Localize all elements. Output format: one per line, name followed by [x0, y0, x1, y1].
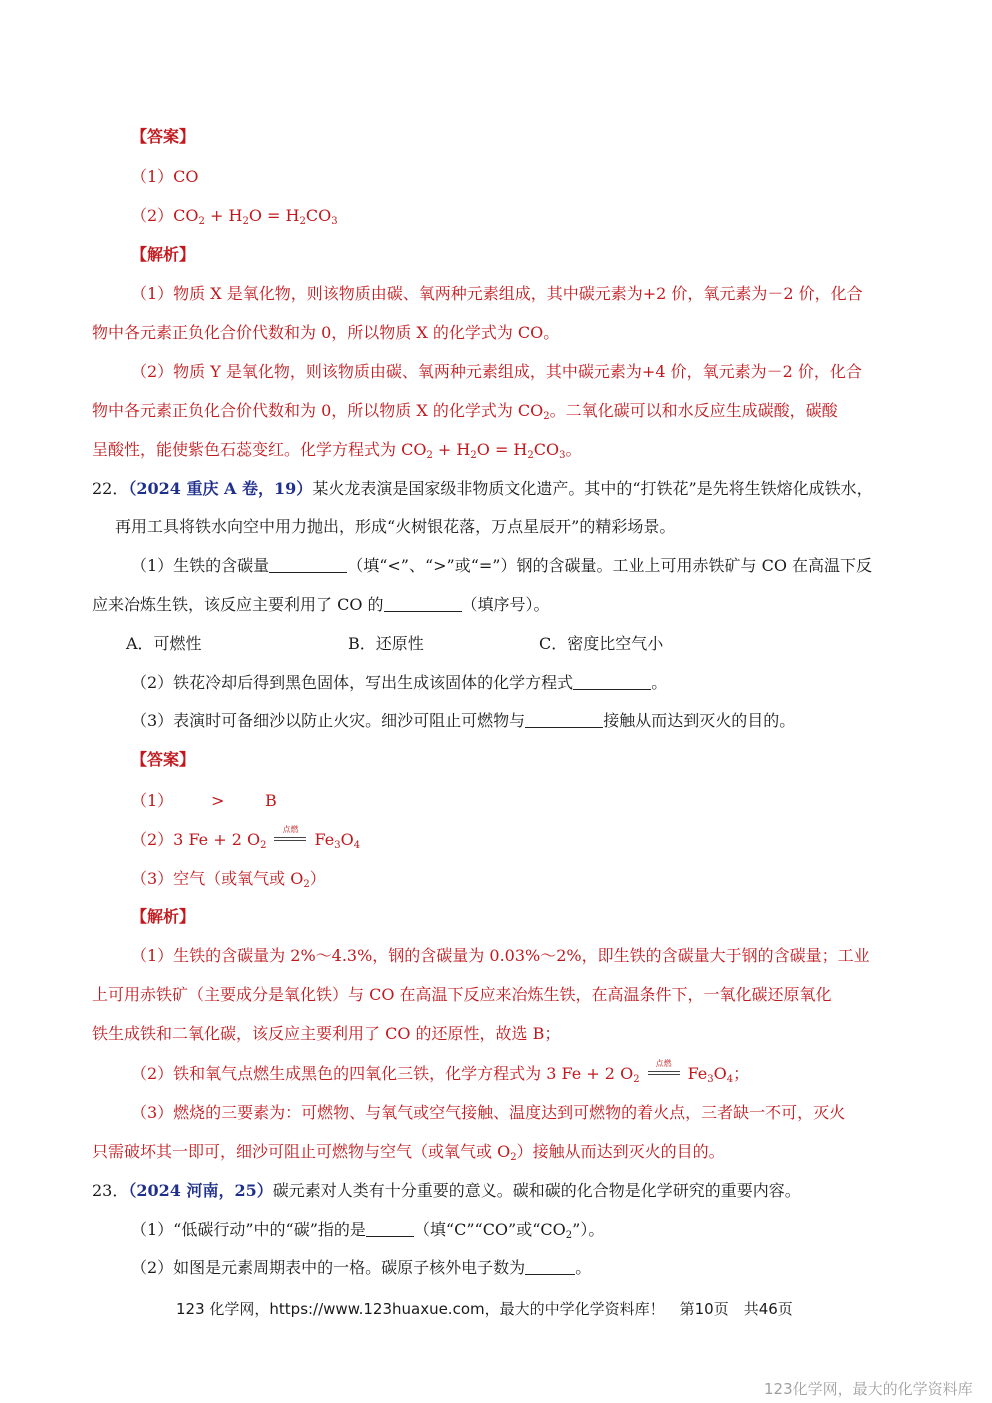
- answer-line-1: （1）CO: [131, 167, 199, 186]
- analysis-line: （1）生铁的含碳量为 2%～4.3%，钢的含碳量为 0.03%～2%，即生铁的含碳量大于钢的含碳量；工业: [131, 946, 870, 965]
- sub-question-1: （1）“低碳行动”中的“碳”指的是 （填“C”“CO”或“$CO_2$”）。: [131, 1220, 605, 1241]
- sub-question-1-cont: 应来冶炼生铁，该反应主要利用了 CO 的 （填序号）。: [92, 595, 550, 614]
- option-c: C．密度比空气小: [539, 634, 664, 653]
- answer-line-2: $(2)CO_2 + H_2O = H_2CO_3$: [131, 206, 338, 227]
- answer-blank[interactable]: [269, 556, 347, 573]
- analysis-header: 【解析】: [131, 245, 196, 264]
- analysis-line: 只需破坏其一即可，细沙可阻止可燃物与空气（或氧气或 $O_2$）接触从而达到灭火的目的。: [92, 1142, 725, 1163]
- answer-value: B: [265, 791, 277, 810]
- question-23-stem: 23．（2024 河南，25）碳元素对人类有十分重要的意义。碳和碳的化合物是化学研究的重要内容。: [92, 1181, 801, 1200]
- analysis-line: 呈酸性，能使紫色石蕊变红。化学方程式为 $CO_2 + H_2O = H_2CO_3$。: [92, 440, 582, 461]
- option-a: A．可燃性: [126, 634, 202, 653]
- sub-question-2: （2）如图是元素周期表中的一格。碳原子核外电子数为 。: [131, 1258, 592, 1277]
- analysis-line: 物中各元素正负化合价代数和为 0，所以物质 X 的化学式为 CO。: [92, 323, 560, 342]
- question-22-stem: 22．（2024 重庆 A 卷，19）某火龙表演是国家级非物质文化遗产。其中的“打铁花”是先将生铁熔化成铁水，: [92, 479, 873, 498]
- answer-blank[interactable]: [366, 1220, 414, 1237]
- analysis-line: 铁生成铁和二氧化碳，该反应主要利用了 CO 的还原性，故选 B；: [92, 1024, 561, 1043]
- analysis-line: 上可用赤铁矿（主要成分是氧化铁）与 CO 在高温下反应来冶炼生铁，在高温条件下，一氧化碳还原氧化: [92, 985, 832, 1004]
- question-22-stem-cont: 再用工具将铁水向空中用力抛出，形成“火树银花落，万点星辰开”的精彩场景。: [115, 517, 676, 536]
- analysis-line: （3）燃烧的三要素为：可燃物、与氧气或空气接触、温度达到可燃物的着火点，三者缺一不可，灭火: [131, 1103, 846, 1122]
- answer-blank[interactable]: [384, 595, 462, 612]
- reaction-condition: 点燃: [644, 1065, 684, 1081]
- option-b: B．还原性: [348, 634, 424, 653]
- sub-question-1: （1）生铁的含碳量 （填“<”、“>”或“=”）钢的含碳量。工业上可用赤铁矿与 CO 在高温下反: [131, 556, 873, 575]
- analysis-header: 【解析】: [131, 907, 196, 926]
- answer-line-2: （2）3 Fe + 2 $O_2$ 点燃 $Fe_3O_4$: [131, 825, 361, 851]
- answer-value: >: [211, 791, 225, 810]
- analysis-line: （2）物质 Y 是氧化物，则该物质由碳、氧两种元素组成，其中碳元素为+4 价，氧元素为－2 价，化合: [131, 362, 862, 381]
- answer-blank[interactable]: [525, 711, 603, 728]
- sub-question-2: （2）铁花冷却后得到黑色固体，写出生成该固体的化学方程式 。: [131, 673, 668, 692]
- reaction-condition: 点燃: [270, 831, 310, 847]
- answer-header: 【答案】: [131, 750, 196, 769]
- answer-blank[interactable]: [573, 673, 651, 690]
- analysis-line: 物中各元素正负化合价代数和为 0，所以物质 X 的化学式为 $CO_2$。二氧化碳可以和水反应生成碳酸，碳酸: [92, 401, 838, 422]
- answer-blank[interactable]: [525, 1258, 575, 1275]
- analysis-line: （2）铁和氧气点燃生成黑色的四氧化三铁，化学方程式为 3 Fe + 2 $O_2$ 点燃 $Fe_3O_4$；: [131, 1059, 750, 1085]
- watermark: 123化学网，最大的化学资料库: [764, 1380, 973, 1398]
- page-footer: 123 化学网，https://www.123huaxue.com，最大的中学化学资料库！ 第10页 共46页: [176, 1300, 793, 1318]
- answer-line-1: （1）: [131, 791, 174, 810]
- answer-header: 【答案】: [131, 127, 196, 146]
- answer-line-3: （3）空气（或氧气或 $O_2$）: [131, 869, 326, 890]
- sub-question-3: （3）表演时可备细沙以防止火灾。细沙可阻止可燃物与 接触从而达到灭火的目的。: [131, 711, 796, 730]
- analysis-line: （1）物质 X 是氧化物，则该物质由碳、氧两种元素组成，其中碳元素为+2 价，氧元素为－2 价，化合: [131, 284, 863, 303]
